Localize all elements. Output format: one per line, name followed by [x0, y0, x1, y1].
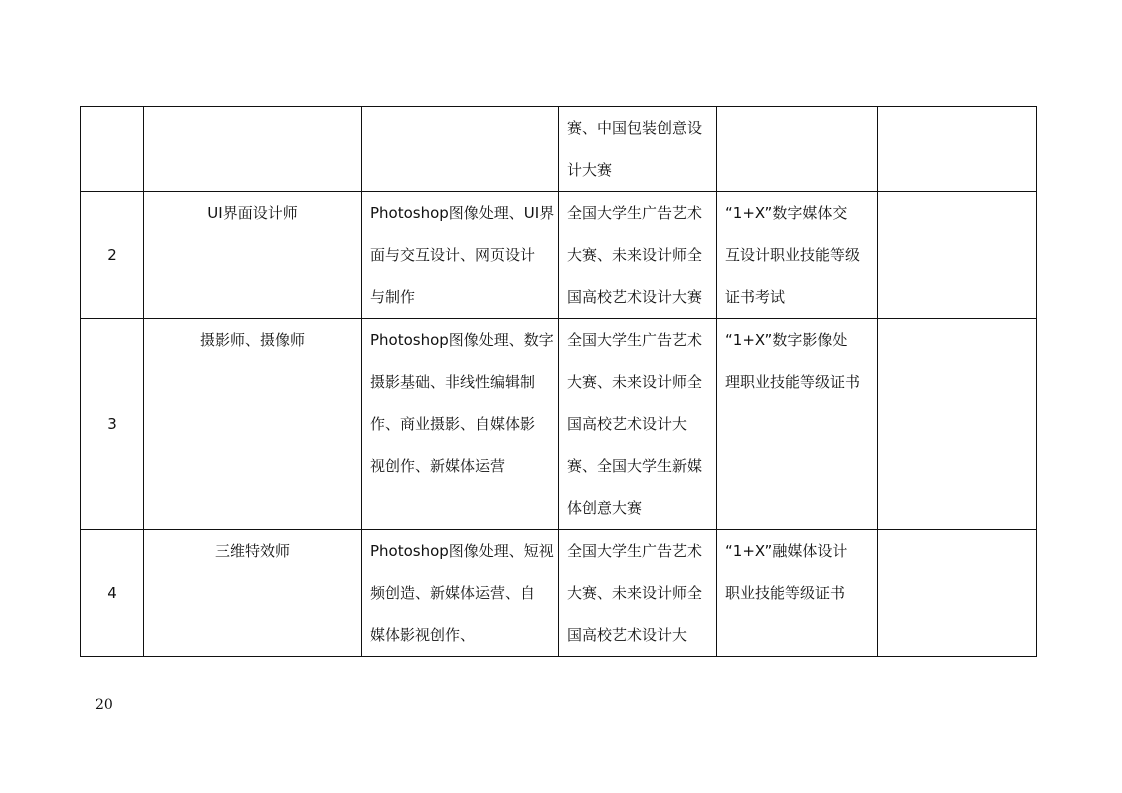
competition-line: 全国大学生广告艺术 — [567, 331, 703, 349]
courses-cell — [362, 319, 559, 530]
row-number — [81, 107, 144, 192]
competition-line: 赛、全国大学生新媒 — [567, 457, 703, 475]
course-line: 摄影基础、非线性编辑制 — [370, 373, 536, 391]
competition-line: 全国大学生广告艺术 — [567, 204, 703, 222]
page-number: 20 — [95, 697, 113, 713]
certificates-cell — [717, 107, 878, 192]
table-row — [81, 319, 1037, 530]
course-line: Photoshop图像处理、短视 — [370, 542, 554, 560]
course-line: 视创作、新媒体运营 — [370, 457, 506, 475]
certificate-line: 互设计职业技能等级 — [725, 246, 861, 264]
course-line: 频创造、新媒体运营、自 — [370, 584, 536, 602]
courses-cell — [362, 530, 559, 657]
certificate-line: “1+X”融媒体设计 — [725, 542, 848, 560]
certificates-cell — [717, 319, 878, 530]
notes-cell — [878, 319, 1037, 530]
course-line: 与制作 — [370, 288, 416, 306]
certificate-line: 证书考试 — [725, 288, 786, 306]
course-line: 面与交互设计、网页设计 — [370, 246, 536, 264]
table-row — [81, 192, 1037, 319]
notes-cell — [878, 192, 1037, 319]
competition-line: 赛、中国包装创意设 — [567, 119, 703, 137]
position-cell: 三维特效师 — [144, 530, 362, 657]
courses-cell — [362, 192, 559, 319]
position-cell: UI界面设计师 — [144, 192, 362, 319]
career-table — [80, 106, 1037, 657]
certificates-cell — [717, 192, 878, 319]
certificate-line: “1+X”数字影像处 — [725, 331, 848, 349]
notes-cell — [878, 530, 1037, 657]
position-cell — [144, 107, 362, 192]
competition-line: 大赛、未来设计师全 — [567, 584, 703, 602]
competition-line: 国高校艺术设计大赛 — [567, 288, 703, 306]
competitions-cell — [559, 107, 717, 192]
certificates-cell — [717, 530, 878, 657]
row-number: 2 — [81, 192, 144, 319]
certificate-line: “1+X”数字媒体交 — [725, 204, 848, 222]
competitions-cell — [559, 530, 717, 657]
row-number: 4 — [81, 530, 144, 657]
competition-line: 大赛、未来设计师全 — [567, 373, 703, 391]
course-line: Photoshop图像处理、UI界 — [370, 204, 555, 222]
competition-line: 国高校艺术设计大 — [567, 626, 688, 644]
competitions-cell — [559, 319, 717, 530]
notes-cell — [878, 107, 1037, 192]
certificate-line: 职业技能等级证书 — [725, 584, 846, 602]
competition-line: 国高校艺术设计大 — [567, 415, 688, 433]
course-line: 作、商业摄影、自媒体影 — [370, 415, 536, 433]
competition-line: 全国大学生广告艺术 — [567, 542, 703, 560]
table-row — [81, 530, 1037, 657]
competitions-cell — [559, 192, 717, 319]
competition-line: 计大赛 — [567, 161, 613, 179]
position-cell: 摄影师、摄像师 — [144, 319, 362, 530]
competition-line: 大赛、未来设计师全 — [567, 246, 703, 264]
certificate-line: 理职业技能等级证书 — [725, 373, 861, 391]
course-line: 媒体影视创作、 — [370, 626, 476, 644]
course-line: Photoshop图像处理、数字 — [370, 331, 554, 349]
row-number: 3 — [81, 319, 144, 530]
courses-cell — [362, 107, 559, 192]
competition-line: 体创意大赛 — [567, 499, 643, 517]
table-row — [81, 107, 1037, 192]
